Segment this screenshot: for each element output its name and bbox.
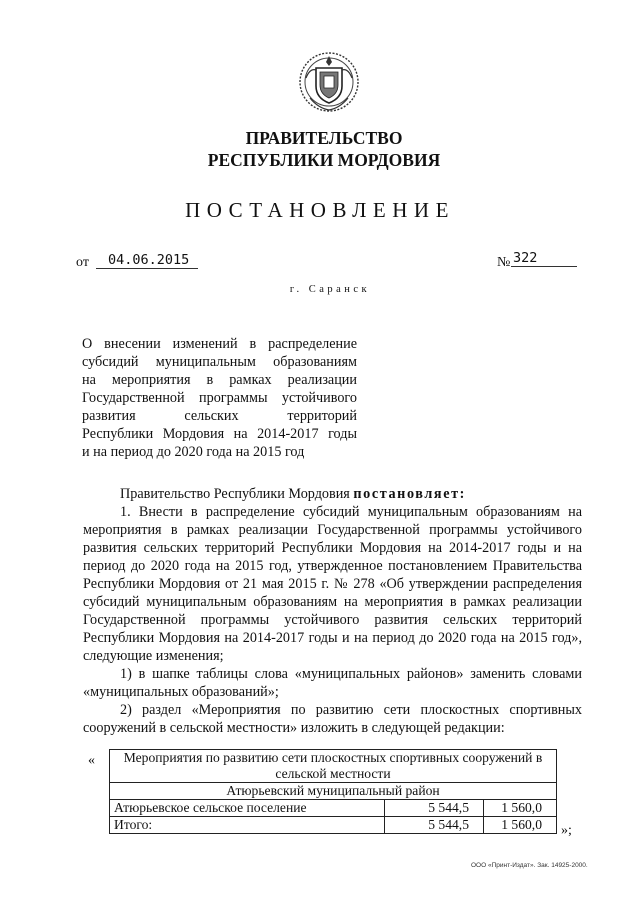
subject-line: Республики Мордовия на 2014-2017 годы [82,426,357,442]
row-value-1: 5 544,5 [385,817,484,834]
subject-line: Государственной программы устойчивого [82,390,357,406]
document-date: 04.06.2015 [96,252,198,269]
table-header: Мероприятия по развитию сети плоскостных спортивных сооружений в сельской местности [110,750,557,783]
decree-subject [82,335,357,461]
row-value-2: 1 560,0 [484,817,557,834]
row-name: Атюрьевское сельское поселение [110,800,385,817]
subject-line: развития сельских территорий [82,408,357,424]
document-number: 322 [511,250,577,267]
row-value-1: 5 544,5 [385,800,484,817]
document-type-title: ПОСТАНОВЛЕНИЕ [185,198,455,222]
table-row [110,817,557,834]
subject-line: и на период до 2020 года на 2015 год [82,444,305,460]
government-title-line1: ПРАВИТЕЛЬСТВО [245,128,403,148]
intro-paragraph [83,485,582,503]
paragraph-2: 1) в шапке таблицы слова «муниципальных районов» заменить словами «муниципальных образований»; [83,666,582,700]
subsidy-table [109,749,557,834]
table-quote-open: « [88,753,95,768]
subject-line: О внесении изменений в распределение [82,336,357,352]
row-value-2: 1 560,0 [484,800,557,817]
subject-line: субсидий муниципальным образованиям [82,354,357,370]
paragraph-1: 1. Внести в распределение субсидий муниципальным образованиям на мероприятия в рамках реализации Государственной программы устойчивого развития сельских территорий Республики Мордовия на 2014-2017 годы и на период до 2020 года на 2015 год, утвержденное постановлением Правительства Республики Мордовия от 21 мая 2015 г. № 278 «Об утверждении распределения субсидий муниципальным образованиям на мероприятия в рамках реализации Государственной программы устойчивого развития сельских территорий Республики Мордовия на 2014-2017 годы и на период до 2020 года на 2015 год», следующие изменения; [83,504,582,664]
subject-line: на мероприятия в рамках реализации [82,372,357,388]
row-name: Итого: [110,817,385,834]
intro-keyword: постановляет: [353,486,466,502]
intro-prefix: Правительство Республики Мордовия [120,486,354,502]
print-footer: ООО «Принт-Издат». Зак. 14925-2000. [471,862,588,869]
number-label: № [497,255,511,270]
date-label: от [76,255,89,270]
government-title-line2: РЕСПУБЛИКИ МОРДОВИЯ [207,150,441,170]
paragraph-3: 2) раздел «Мероприятия по развитию сети плоскостных спортивных сооружений в сельской местности» изложить в следующей редакции: [83,702,582,736]
coat-of-arms-emblem [296,48,362,114]
decree-body [83,485,582,737]
table-quote-close: »; [561,823,572,838]
table-row [110,800,557,817]
city-name: г. Саранск [289,284,371,295]
table-district: Атюрьевский муниципальный район [110,783,557,800]
